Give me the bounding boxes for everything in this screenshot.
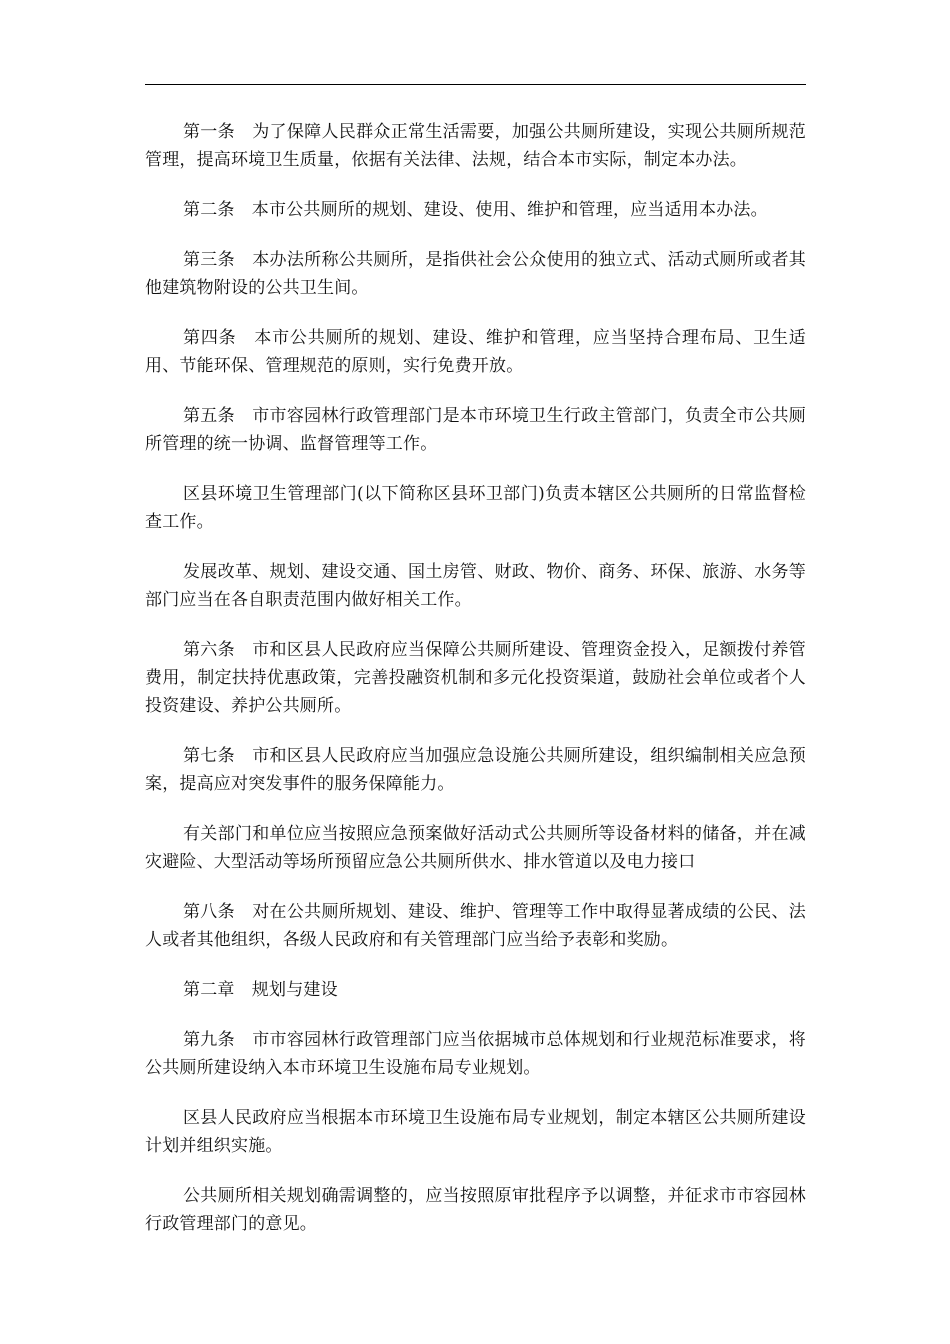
- paragraph-article-1: 第一条 为了保障人民群众正常生活需要，加强公共厕所建设，实现公共厕所规范管理，提高环境卫生质量，依据有关法律、法规，结合本市实际，制定本办法。: [145, 122, 806, 170]
- paragraph-article-7-reserve: 有关部门和单位应当按照应急预案做好活动式公共厕所等设备材料的储备，并在减灾避险、大型活动等场所预留应急公共厕所供水、排水管道以及电力接口: [145, 824, 806, 872]
- paragraph-article-5-departments: 发展改革、规划、建设交通、国土房管、财政、物价、商务、环保、旅游、水务等部门应当在各自职责范围内做好相关工作。: [145, 562, 806, 610]
- paragraph-article-2: 第二条 本市公共厕所的规划、建设、使用、维护和管理，应当适用本办法。: [183, 200, 768, 220]
- paragraph-article-9: 第九条 市市容园林行政管理部门应当依据城市总体规划和行业规范标准要求，将公共厕所建设纳入本市环境卫生设施布局专业规划。: [145, 1030, 806, 1078]
- paragraph-article-9-district: 区县人民政府应当根据本市环境卫生设施布局专业规划，制定本辖区公共厕所建设计划并组织实施。: [145, 1108, 806, 1156]
- paragraph-article-5: 第五条 市市容园林行政管理部门是本市环境卫生行政主管部门，负责全市公共厕所管理的统一协调、监督管理等工作。: [145, 406, 806, 454]
- paragraph-article-3: 第三条 本办法所称公共厕所，是指供社会公众使用的独立式、活动式厕所或者其他建筑物附设的公共卫生间。: [145, 250, 806, 298]
- paragraph-article-5-district: 区县环境卫生管理部门(以下简称区县环卫部门)负责本辖区公共厕所的日常监督检查工作。: [145, 484, 806, 532]
- header-rule: [145, 84, 806, 85]
- chapter-heading: 第二章 规划与建设: [183, 980, 338, 1000]
- paragraph-article-6: 第六条 市和区县人民政府应当保障公共厕所建设、管理资金投入，足额拨付养管费用，制定扶持优惠政策，完善投融资机制和多元化投资渠道，鼓励社会单位或者个人投资建设、养护公共厕所。: [145, 640, 806, 716]
- paragraph-article-9-adjust: 公共厕所相关规划确需调整的，应当按照原审批程序予以调整，并征求市市容园林行政管理部门的意见。: [145, 1186, 806, 1234]
- paragraph-article-7: 第七条 市和区县人民政府应当加强应急设施公共厕所建设，组织编制相关应急预案，提高应对突发事件的服务保障能力。: [145, 746, 806, 794]
- paragraph-article-8: 第八条 对在公共厕所规划、建设、维护、管理等工作中取得显著成绩的公民、法人或者其他组织，各级人民政府和有关管理部门应当给予表彰和奖励。: [145, 902, 806, 950]
- paragraph-article-4: 第四条 本市公共厕所的规划、建设、维护和管理，应当坚持合理布局、卫生适用、节能环保、管理规范的原则，实行免费开放。: [145, 328, 806, 376]
- document-body: [145, 118, 806, 1260]
